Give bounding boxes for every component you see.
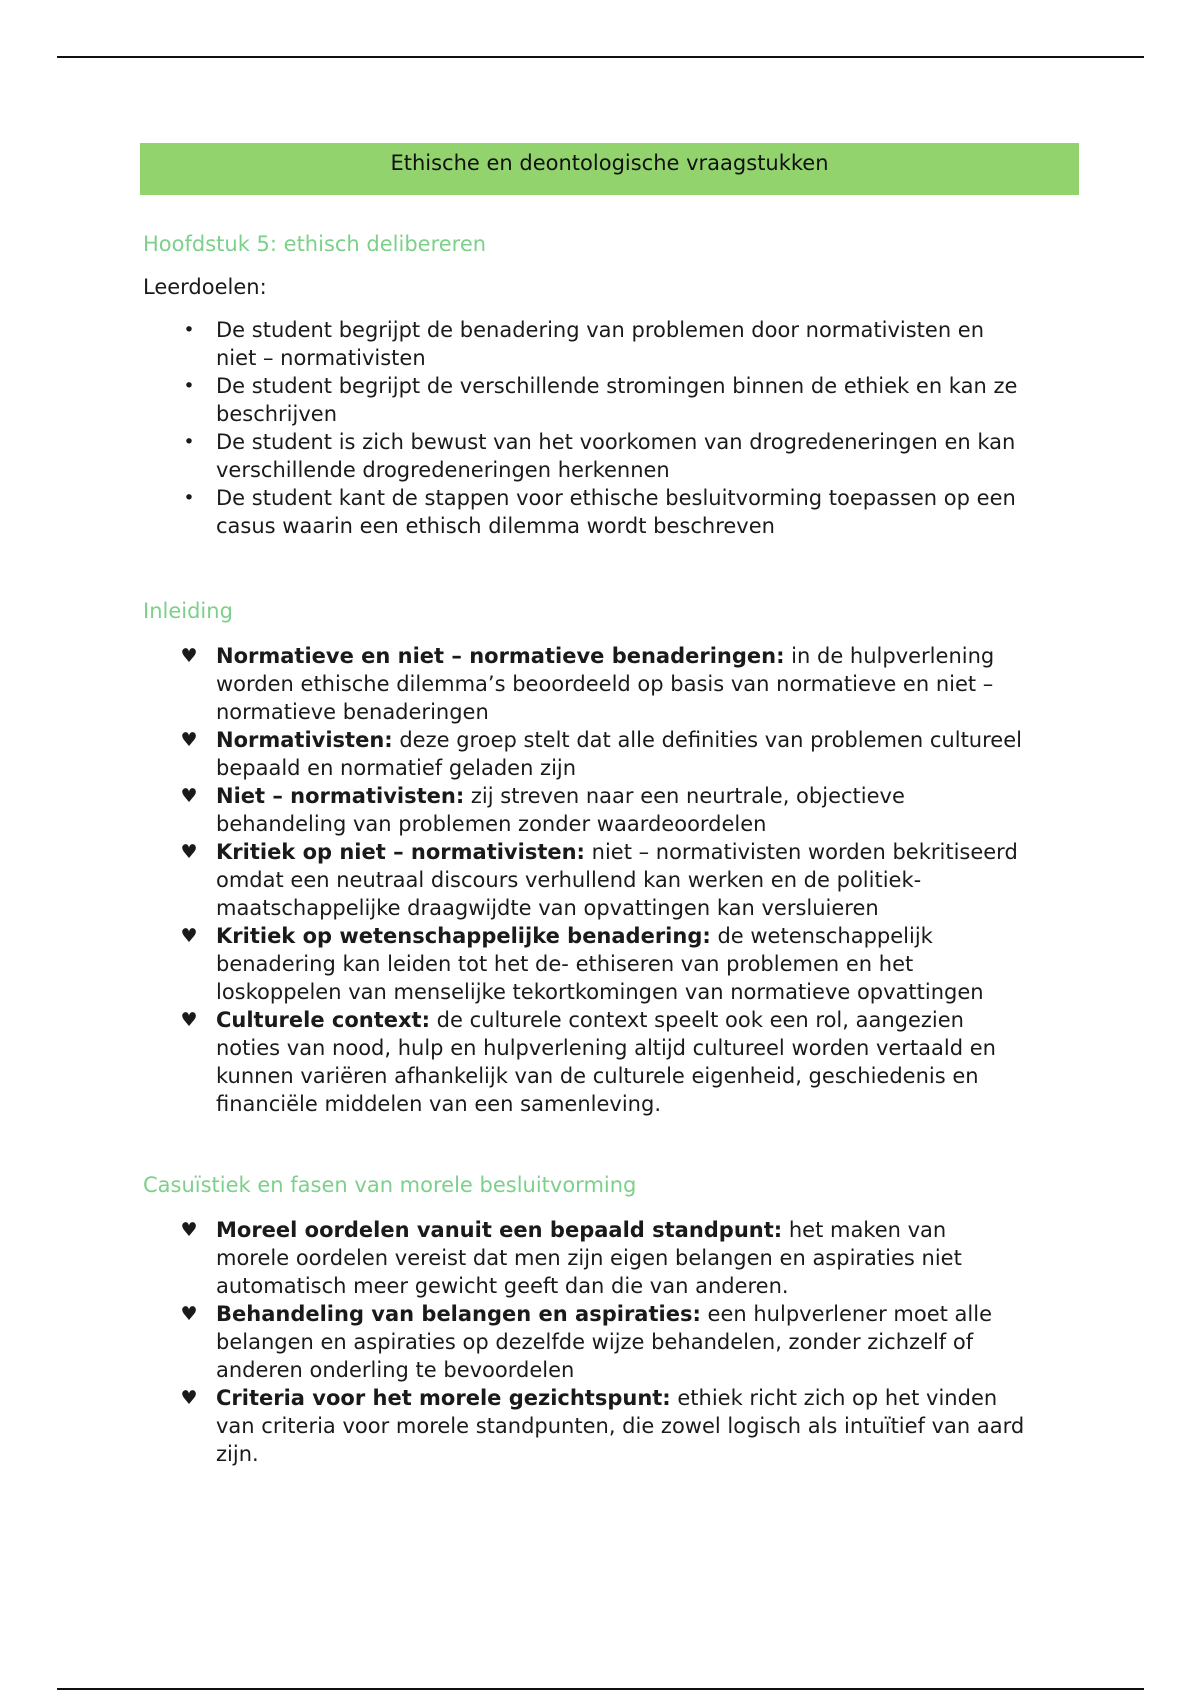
heart-bullet-icon: ♥ (180, 1219, 198, 1241)
item-text: het maken van morele oordelen vereist dat men zijn eigen belangen en aspiraties niet automatisch meer gewicht geeft dan die van anderen. (216, 1218, 962, 1298)
list-item (140, 1384, 1025, 1468)
item-text: deze groep stelt dat alle definities van problemen cultureel bepaald en normatief geladen zijn (216, 728, 1022, 780)
bullet-icon: • (183, 431, 195, 453)
section-heading-inleiding: Inleiding (143, 599, 233, 623)
item-term: Kritiek op wetenschappelijke benadering: (216, 924, 711, 948)
item-text: in de hulpverlening worden ethische dilemma’s beoordeeld op basis van normatieve en niet – normatieve benaderingen (216, 644, 995, 724)
chapter-heading: Hoofdstuk 5: ethisch delibereren (143, 232, 487, 256)
list-item (140, 372, 1025, 428)
list-item (140, 1216, 1025, 1300)
list-item (140, 484, 1025, 540)
heart-bullet-icon: ♥ (180, 1009, 198, 1031)
heart-bullet-icon: ♥ (180, 1303, 198, 1325)
goal-text: De student begrijpt de benadering van problemen door normativisten en niet – normativisten (216, 318, 985, 370)
inleiding-list (140, 642, 1079, 1118)
item-term: Culturele context: (216, 1008, 430, 1032)
bottom-rule (57, 1688, 1144, 1690)
top-rule (57, 56, 1144, 58)
heart-bullet-icon: ♥ (180, 645, 198, 667)
heart-bullet-icon: ♥ (180, 1387, 198, 1409)
item-term: Behandeling van belangen en aspiraties: (216, 1302, 701, 1326)
bullet-icon: • (183, 375, 195, 397)
item-text: niet – normativisten worden bekritiseerd omdat een neutraal discours verhullend kan werken en de politiek-maatschappelijke draagwijdte van opvattingen kan versluieren (216, 840, 1018, 920)
list-item (140, 782, 1025, 838)
casuistiek-list (140, 1216, 1079, 1468)
list-item (140, 922, 1025, 1006)
learning-goals-label: Leerdoelen: (143, 275, 267, 299)
heart-bullet-icon: ♥ (180, 841, 198, 863)
bullet-icon: • (183, 319, 195, 341)
item-term: Niet – normativisten: (216, 784, 465, 808)
document-title: Ethische en deontologische vraagstukken (390, 151, 829, 175)
item-text: ethiek richt zich op het vinden van criteria voor morele standpunten, die zowel logisch als intuïtief van aard zijn. (216, 1386, 1025, 1466)
list-item (140, 428, 1025, 484)
heart-bullet-icon: ♥ (180, 785, 198, 807)
item-text: de wetenschappelijk benadering kan leiden tot het de- ethiseren van problemen en het loskoppelen van menselijke tekortkomingen van normatieve opvattingen (216, 924, 984, 1004)
heart-bullet-icon: ♥ (180, 729, 198, 751)
item-text: zij streven naar een neurtrale, objectieve behandeling van problemen zonder waardeoordelen (216, 784, 905, 836)
list-item (140, 642, 1025, 726)
item-term: Kritiek op niet – normativisten: (216, 840, 585, 864)
document-body (140, 143, 1079, 1468)
item-term: Normatieve en niet – normatieve benaderingen: (216, 644, 785, 668)
goal-text: De student kant de stappen voor ethische besluitvorming toepassen op een casus waarin een ethisch dilemma wordt beschreven (216, 486, 1016, 538)
learning-goals-list (140, 316, 1079, 540)
list-item (140, 316, 1025, 372)
list-item (140, 838, 1025, 922)
item-term: Criteria voor het morele gezichtspunt: (216, 1386, 671, 1410)
list-item (140, 726, 1025, 782)
goal-text: De student begrijpt de verschillende stromingen binnen de ethiek en kan ze beschrijven (216, 374, 1018, 426)
item-term: Moreel oordelen vanuit een bepaald standpunt: (216, 1218, 783, 1242)
goal-text: De student is zich bewust van het voorkomen van drogredeneringen en kan verschillende drogredeneringen herkennen (216, 430, 1016, 482)
document-title-banner (140, 143, 1079, 195)
item-text: een hulpverlener moet alle belangen en aspiraties op dezelfde wijze behandelen, zonder zichzelf of anderen onderling te bevoordelen (216, 1302, 993, 1382)
item-text: de culturele context speelt ook een rol, aangezien noties van nood, hulp en hulpverlening altijd cultureel worden vertaald en kunnen variëren afhankelijk van de culturele eigenheid, geschiedenis en financiële middelen van een samenleving. (216, 1008, 996, 1116)
section-heading-casuistiek: Casuïstiek en fasen van morele besluitvorming (143, 1173, 637, 1197)
list-item (140, 1006, 1025, 1118)
heart-bullet-icon: ♥ (180, 925, 198, 947)
item-term: Normativisten: (216, 728, 393, 752)
list-item (140, 1300, 1025, 1384)
bullet-icon: • (183, 487, 195, 509)
